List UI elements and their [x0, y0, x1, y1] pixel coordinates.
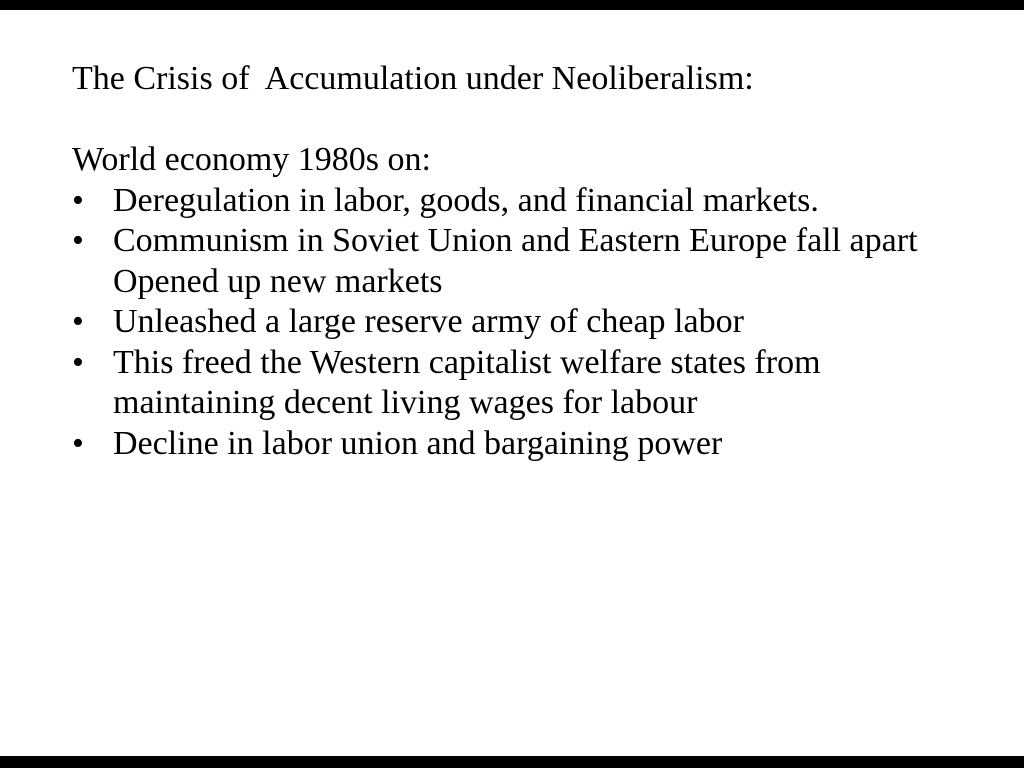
- bullet-glyph: •: [72, 181, 84, 219]
- bottom-letterbox-bar: [0, 756, 1024, 768]
- lead-line: World economy 1980s on:: [72, 141, 431, 178]
- blank-line: [72, 100, 982, 141]
- bullet-line-continuation: maintaining decent living wages for labour: [113, 384, 698, 421]
- bullet-item: [72, 181, 982, 222]
- bullet-list: [72, 181, 982, 465]
- bullet-text: [113, 221, 982, 302]
- bullet-line: Communism in Soviet Union and Eastern Europe fall apart: [113, 222, 918, 259]
- bullet-line: Deregulation in labor, goods, and financial markets.: [113, 181, 819, 219]
- slide-content: [72, 59, 982, 464]
- bullet-text: [113, 181, 982, 222]
- bullet-line: This freed the Western capitalist welfare states from: [113, 343, 821, 381]
- bullet-line: Unleashed a large reserve army of cheap labor: [113, 303, 744, 340]
- top-letterbox-bar: [0, 0, 1024, 10]
- bullet-line: Decline in labor union and bargaining power: [113, 424, 723, 462]
- bullet-glyph: •: [72, 424, 84, 462]
- bullet-text: [113, 424, 982, 465]
- bullet-glyph: •: [72, 303, 84, 340]
- bullet-line-continuation: Opened up new markets: [113, 262, 443, 300]
- bullet-text: [113, 302, 982, 343]
- bullet-item: [72, 424, 982, 465]
- bullet-item: [72, 343, 982, 424]
- bullet-item: [72, 221, 982, 302]
- bullet-text: [113, 343, 982, 424]
- slide-title: The Crisis of Accumulation under Neoliberalism:: [72, 60, 754, 97]
- bullet-glyph: •: [72, 222, 84, 259]
- bullet-glyph: •: [72, 343, 84, 381]
- bullet-item: [72, 302, 982, 343]
